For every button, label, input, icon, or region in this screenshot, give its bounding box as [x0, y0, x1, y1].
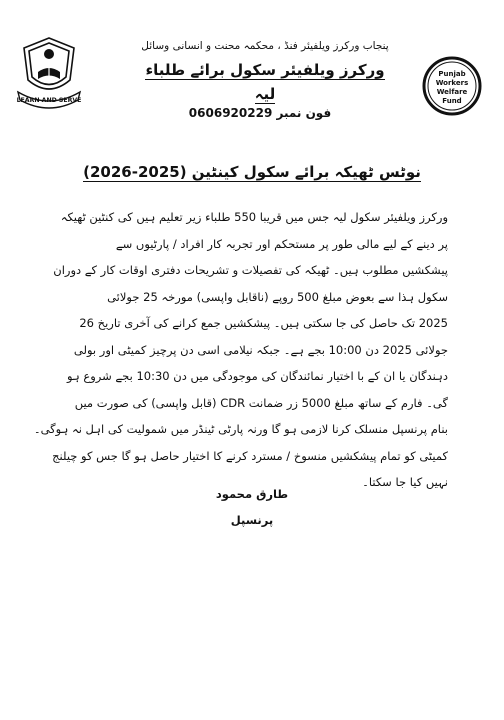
notice-title-text: نوٹس ٹھیکہ برائے سکول کینٹین (2025-2026) — [83, 163, 421, 181]
body-line: پر دینے کے لیے مالی طور پر مستحکم اور تجربہ کار افراد / پارٹیوں سے — [115, 236, 448, 251]
logo-word-4: Fund — [442, 97, 462, 105]
school-name-line2: لیہ — [254, 85, 276, 103]
signatory-title: پرنسپل — [230, 513, 274, 527]
signatory-name: طارق محمود — [215, 487, 289, 501]
logo-word-1: Punjab — [438, 70, 466, 78]
body-line: کمیٹی کو تمام پیشکشیں منسوخ / مسترد کرنے کا اختیار حاصل ہو گا جس کو چیلنج — [52, 448, 448, 463]
logo-motto: LEARN AND SERVE — [16, 97, 82, 104]
body-line: سکول ہذا سے بعوض مبلغ 500 روپے (ناقابل واپسی) مورخہ 25 جولائی — [107, 289, 448, 304]
body-line: 2025 تک حاصل کی جا سکتی ہیں۔ پیشکشیں جمع کرانے کی آخری تاریخ 26 — [79, 316, 448, 330]
body-line: گی۔ فارم کے ساتھ مبلغ 5000 زر ضمانت CDR (قابل واپسی) کی صورت میں — [74, 395, 448, 410]
body-line: بنام پرنسپل منسلک کرنا لازمی ہو گا ورنہ پارٹی ٹینڈر میں شمولیت کی اہل نہ ہوگی۔ — [33, 422, 448, 436]
notice-title — [40, 163, 464, 181]
school-name-line1: ورکرز ویلفیئر سکول برائے طلباء — [145, 61, 385, 79]
body-line: دہندگان یا ان کے با اختیار نمائندگان کی موجودگی میں دن 10:30 بجے شروع ہو — [67, 369, 448, 383]
logo-word-3: Welfare — [436, 88, 468, 96]
body-line: نہیں کیا جا سکتا۔ — [362, 475, 448, 489]
notice-body — [33, 204, 448, 496]
body-line: جولائی 2025 دن 10:00 بجے ہے۔ جبکہ نیلامی اسی دن پرچیز کمیٹی اور بولی — [73, 342, 448, 357]
logo-word-2: Workers — [435, 79, 469, 87]
body-line: ورکرز ویلفیئر سکول لیہ جس میں قریبا 550 طلباء زیر تعلیم ہیں کی کنٹین ٹھیکہ — [60, 210, 448, 224]
phone-number: فون نمبر 0606920229 — [188, 106, 332, 120]
body-line: پیشکشیں مطلوب ہیں۔ ٹھیکہ کی تفصیلات و تشریحات دفتری اوقات کار کے دوران — [53, 263, 448, 277]
pwwf-logo — [422, 56, 482, 116]
school-name — [120, 58, 410, 106]
department-line: پنجاب ورکرز ویلفیئر فنڈ ، محکمہ محنت و انسانی وسائل — [141, 40, 389, 52]
school-emblem-logo — [14, 32, 84, 110]
